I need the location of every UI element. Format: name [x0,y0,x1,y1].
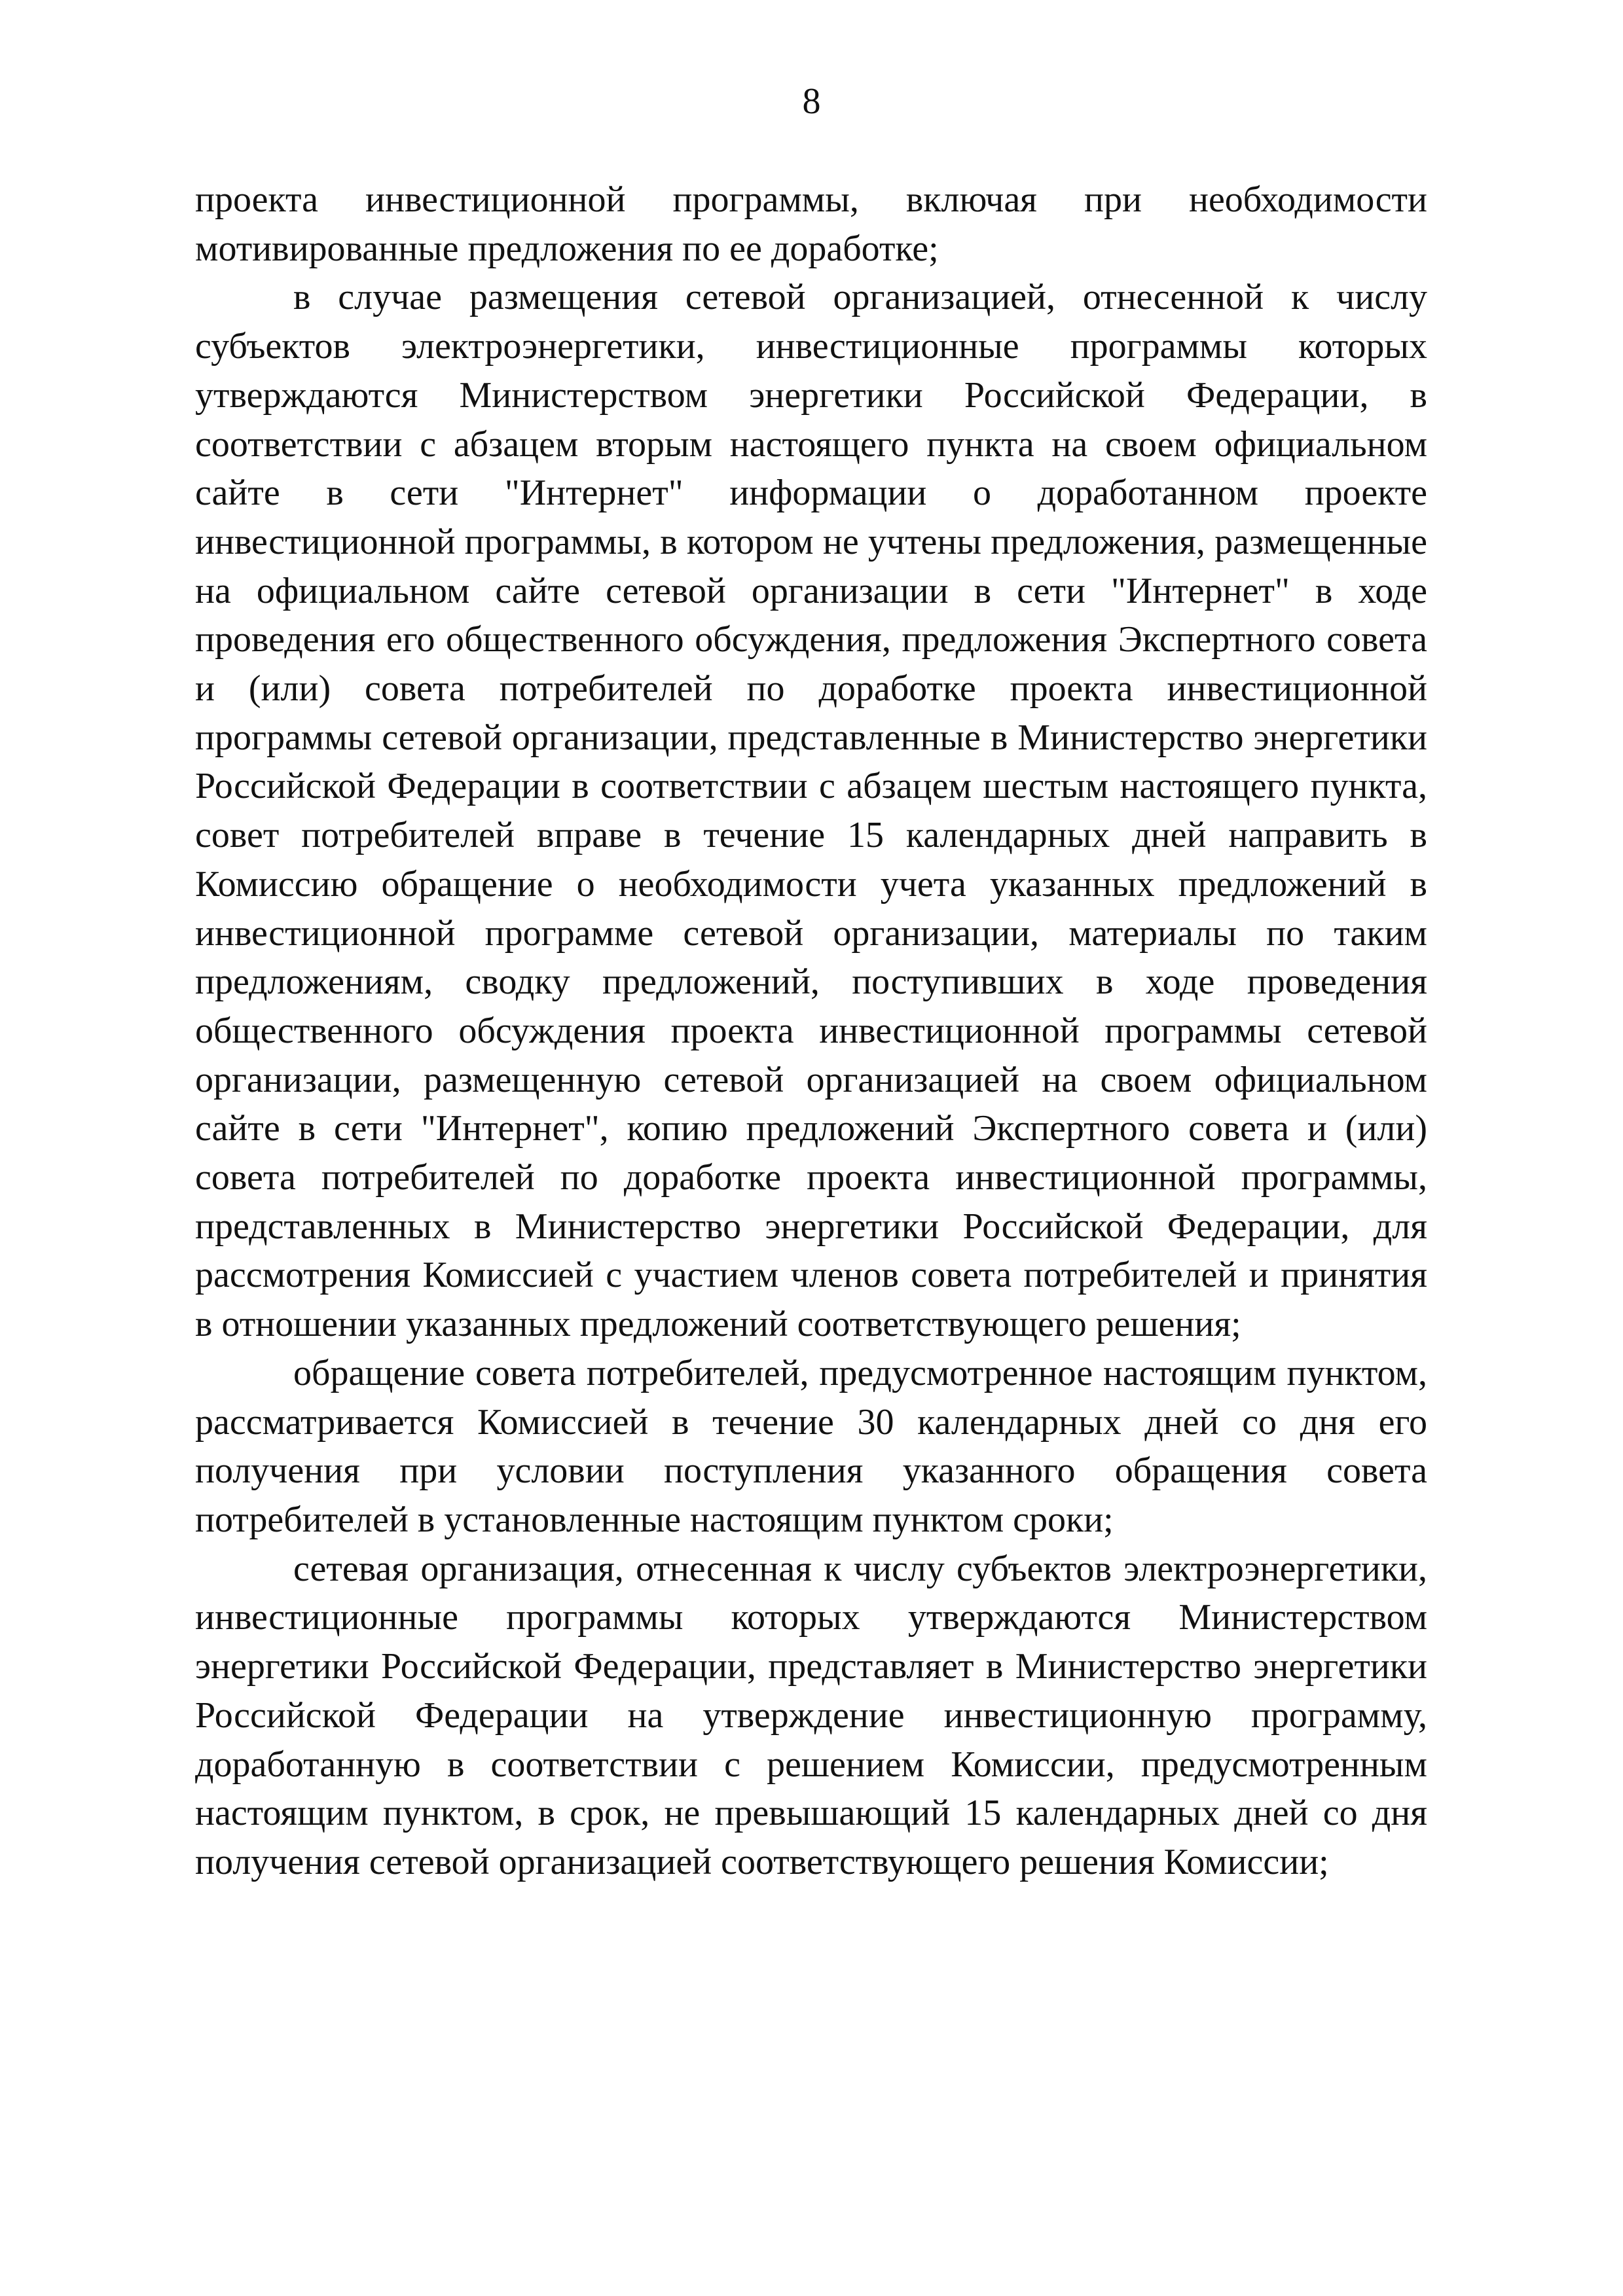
paragraph-commission-review-term: обращение совета потребителей, предусмотренное настоящим пунктом, рассматривается Комиссией в течение 30 календарных дней со дня его получения при условии поступления указанного обращения совета потребителей в установленные настоящим пунктом сроки; [195,1352,1427,1540]
document-body [195,175,1427,1887]
paragraph-continuation: проекта инвестиционной программы, включая при необходимости мотивированные предложения по ее доработке; [195,179,1427,269]
page-number: 8 [802,81,821,122]
paragraph-submission-deadline: сетевая организация, отнесенная к числу субъектов электроэнергетики, инвестиционные программы которых утверждаются Министерством энергетики Российской Федерации, представляет в Министерство энергетики Российской Федерации на утверждение инвестиционную программу, доработанную в соответствии с решением Комиссии, предусмотренным настоящим пунктом, в срок, не превышающий 15 календарных дней со дня получения сетевой организацией соответствующего решения Комиссии; [195,1548,1427,1882]
paragraph-consumer-council-appeal-right: в случае размещения сетевой организацией, отнесенной к числу субъектов электроэнергетики, инвестиционные программы которых утверждаются Министерством энергетики Российской Федерации, в соответствии с абзацем вторым настоящего пункта на своем официальном сайте в сети "Интернет" информации о доработанном проекте инвестиционной программы, в котором не учтены предложения, размещенные на официальном сайте сетевой организации в сети "Интернет" в ходе проведения его общественного обсуждения, предложения Экспертного совета и (или) совета потребителей по доработке проекта инвестиционной программы сетевой организации, представленные в Министерство энергетики Российской Федерации в соответствии с абзацем шестым настоящего пункта, совет потребителей вправе в течение 15 календарных дней направить в Комиссию обращение о необходимости учета указанных предложений в инвестиционной программе сетевой организации, материалы по таким предложениям, сводку предложений, поступивших в ходе проведения общественного обсуждения проекта инвестиционной программы сетевой организации, размещенную сетевой организацией на своем официальном сайте в сети "Интернет", копию предложений Экспертного совета и (или) совета потребителей по доработке проекта инвестиционной программы, представленных в Министерство энергетики Российской Федерации, для рассмотрения Комиссией с участием членов совета потребителей и принятия в отношении указанных предложений соответствующего решения; [195,277,1427,1345]
